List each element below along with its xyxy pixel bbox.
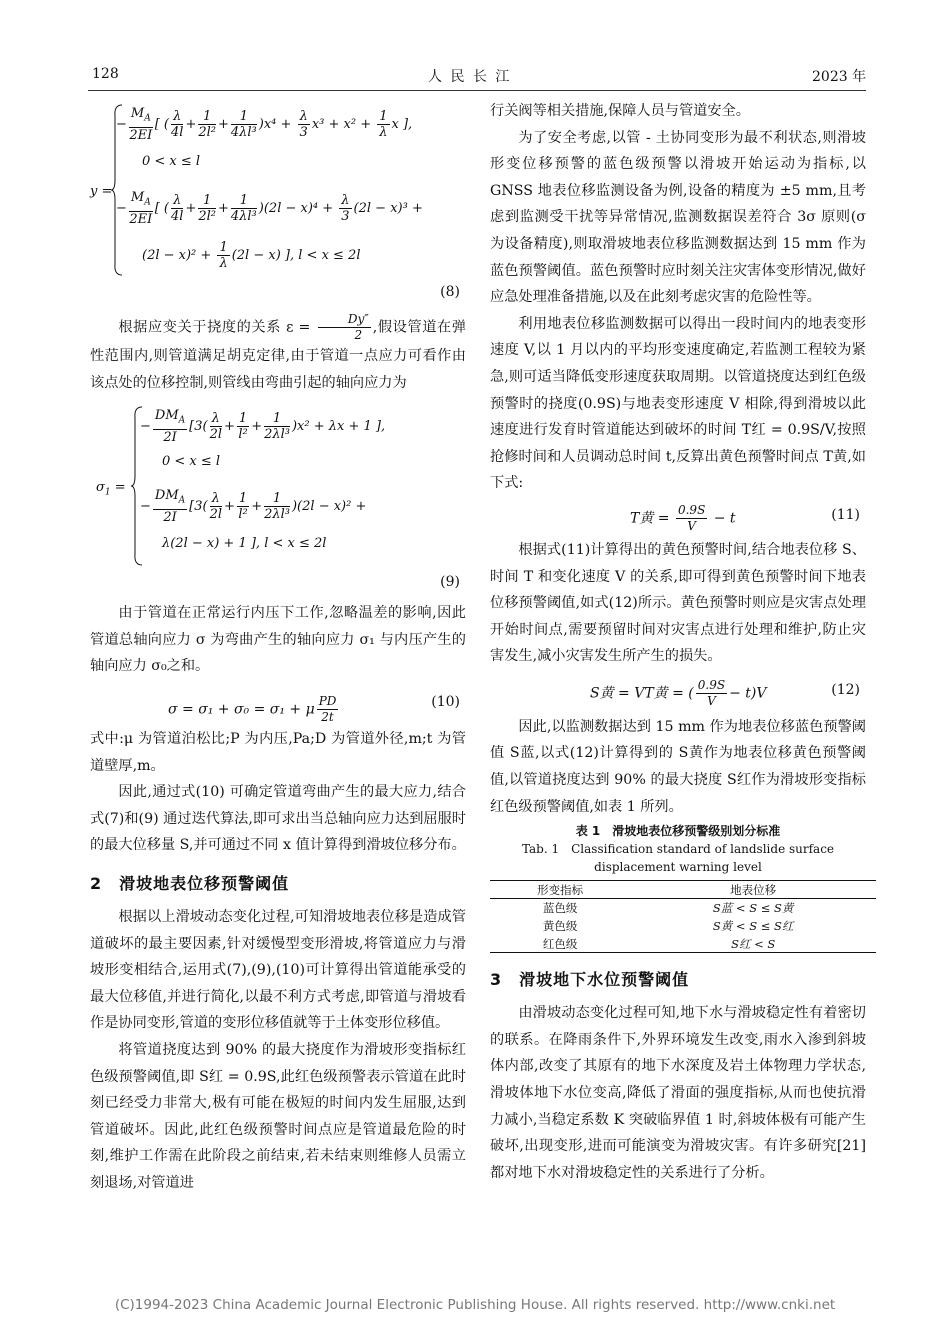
table-caption-en: Tab. 1 Classification standard of landslide surface displacement warning level [521,842,835,875]
left-column [90,98,466,1196]
paragraph: 利用地表位移监测数据可以得出一段时间内的地表变形速度 V,以 1 月以内的平均形变速度确定,若监测工程较为紧急,则可适当降低变形速度获取周期。以管道挠度达到红色级预警时的挠度(0.9S)与地表变形速度 V 相除,得到滑坡以此速度进行发育时管道能达到破坏的时间 T红 = 0.9S/V,按照抢修时间和人员调动总时间 t,反算出黄色预警时间点 T黄,如下式: [490,315,866,492]
equation-8: y = − $\frac{M_A}{2EI}$ [ ( $\frac{\lambda}{4l}$ + $\frac{1}{\text{2l²}}$ + $\frac{1}{\text{4λl³}}$ )x⁴ + $\frac{\lambda}{3}$ x³ + x² + $\frac{1}{\lambda}$ x ], 0 < x ≤ l − $\frac{M_A}{2EI}$ [ ( $\frac{\lambda}{4l}$ + $\frac{1}{\text{2l²}}$ + $\frac{1}{\text{4λl³}}$ )(2l − x)⁴ + $\frac{\lambda}{3}$ (2l − x)³ + (2l − x)² + $\frac{1}{\lambda}$ (2l − x) ], l < x ≤ 2l (8) [90,106,460,300]
section-heading: 3 滑坡地下水位预警阈值 [490,970,690,990]
table-cell: S黄 < S ≤ S红 [712,918,794,933]
journal-year: 2023 年 [812,69,867,85]
equation-10-number: (10) [431,693,460,710]
paragraph: 为了安全考虑,以管 - 土协同变形为最不利状态,则滑坡形变位移预警的蓝色级预警以滑坡开始运动为指标,以 GNSS 地表位移监测设备为例,设备的精度为 ±5 mm,且考虑到监测受干扰等异常情况,监测数据误差符合 3σ 原则(σ 为设备精度),则取滑坡地表位移监测数据达到 15 mm 作为蓝色预警阈值。蓝色预警时应时刻关注灾害体变形情况,做好应急处理准备措施,以及在此刻考虑灾害的危险性等。 [490,129,866,306]
table-row [490,899,876,917]
paragraph: 行关阀等相关措施,保障人员与管道安全。 [490,103,750,119]
equation-9-number: (9) [440,574,460,591]
paragraph: 由于管道在正常运行内压下工作,忽略温差的影响,因此管道总轴向应力 σ 为弯曲产生的轴向应力 σ₁ 与内压产生的轴向应力 σ₀之和。 [90,605,466,675]
paragraph: 式中:μ 为管道泊松比;P 为内压,Pa;D 为管道外径,m;t 为管道壁厚,m。 [90,730,466,774]
right-column [490,98,866,1186]
table-cell: 黄色级 [542,918,578,933]
paragraph: 根据应变关于挠度的关系 ε = $\frac{Dy''}{2}$ ,假设管道在弹性范围内,则管道满足胡克定律,由于管道一点应力可看作由该点处的位移控制,则管线由弯曲引起的轴向应力为 [90,312,466,391]
equation-11: T黄 = $\frac{0.9S}{V}$ − t (11) [630,502,860,533]
equation-12-number: (12) [831,681,860,698]
warning-level-table [490,880,876,953]
paragraph: 因此,以监测数据达到 15 mm 作为地表位移蓝色预警阈值 S蓝,以式(12)计算得到的 S黄作为地表位移黄色预警阈值,以管道挠度达到 90% 的最大挠度 S红作为滑坡形变指标红色级预警阈值,如表 1 所列。 [490,718,866,815]
table-cell: S蓝 < S ≤ S黄 [712,901,794,915]
section-heading: 2 滑坡地表位移预警阈值 [90,873,290,893]
equation-8-number: (8) [440,284,460,300]
table-row [490,935,876,953]
equation-9: $\sigma_1$ = − $\frac{DM_A}{2I}$ [3( $\frac{\lambda}{2l}$ + $\frac{1}{\text{l²}}$ + $\frac{1}{\text{2λl³}}$ )x² + λx + 1 ], 0 < x ≤ l − $\frac{DM_A}{2I}$ [3( $\frac{\lambda}{2l}$ + $\frac{1}{\text{l²}}$ + $\frac{1}{\text{2λl³}}$ )(2l − x)² + λ(2l − x) + 1 ], l < x ≤ 2l (9) [96,408,460,591]
paragraph: 根据以上滑坡动态变化过程,可知滑坡地表位移是造成管道破坏的最主要因素,针对缓慢型变形滑坡,将管道应力与滑坡形变相结合,运用式(7),(9),(10)可计算得出管道能承受的最大位移值,并进行简化,以最不利方式考虑,即管道与滑坡看作是协同变形,管道的变形位移值就等于土体变形位移值。 [90,908,466,1032]
table-row [490,917,876,935]
table-header-row [490,881,876,899]
copyright-footer: (C)1994-2023 China Academic Journal Electronic Publishing House. All rights reserved. http://www.cnki.net [114,1297,836,1313]
equation-11-number: (11) [831,506,860,523]
table-cell: 蓝色级 [542,901,578,915]
paragraph: 由滑坡动态变化过程可知,地下水与滑坡稳定性有着密切的联系。在降雨条件下,外界环境发生改变,雨水入渗到斜坡体内部,改变了其原有的地下水深度及岩土体物理力学状态,滑坡体地下水位变高,降低了滑面的强度指标,从而也使抗滑力减小,当稳定系数 K 突破临界值 1 时,斜坡体极有可能产生破坏,出现变形,进而可能演变为滑坡灾害。有许多研究[21]都对地下水对滑坡稳定性的关系进行了分析。 [490,1005,866,1181]
table-cell: S红 < S [731,936,776,951]
table-header-cell: 形变指标 [537,882,584,897]
header-rule [88,90,866,91]
table-cell: 红色级 [542,936,578,951]
journal-title: 人 民 长 江 [428,69,512,85]
table-header-cell: 地表位移 [730,882,777,897]
page-number: 128 [92,66,119,82]
paragraph: 将管道挠度达到 90% 的最大挠度作为滑坡形变指标红色级预警阈值,即 S红 = 0.9S,此红色级预警表示管道在此时刻已经受力非常大,极有可能在极短的时间内发生屈服,达到管道破坏。因此,此红色级预警时间点应是管道最危险的时刻,维护工作需在此阶段之前结束,若未结束则维修人员需立刻退场,对管道进 [90,1041,466,1191]
equation-12: S黄 = VT黄 = ( $\frac{0.9S}{V}$ − t)V (12) [590,677,860,708]
equation-10: σ = σ₁ + σ₀ = σ₁ + μ $\frac{PD}{2t}$ (10) [168,693,460,724]
table-caption-cn: 表 1 滑坡地表位移预警级别划分标准 [575,824,781,839]
paragraph: 根据式(11)计算得出的黄色预警时间,结合地表位移 S、时间 T 和变化速度 V 的关系,即可得到黄色预警时间下地表位移预警阈值,如式(12)所示。黄色预警时则应是灾害点处理开始时间点,需要预留时间对灾害点进行处理和维护,防止灾害发生,减小灾害发生所产生的损失。 [490,541,866,665]
paragraph: 因此,通过式(10) 可确定管道弯曲产生的最大应力,结合式(7)和(9) 通过迭代算法,即可求出当总轴向应力达到屈服时的最大位移量 S,并可通过不同 x 值计算得到滑坡位移分布。 [90,784,466,854]
